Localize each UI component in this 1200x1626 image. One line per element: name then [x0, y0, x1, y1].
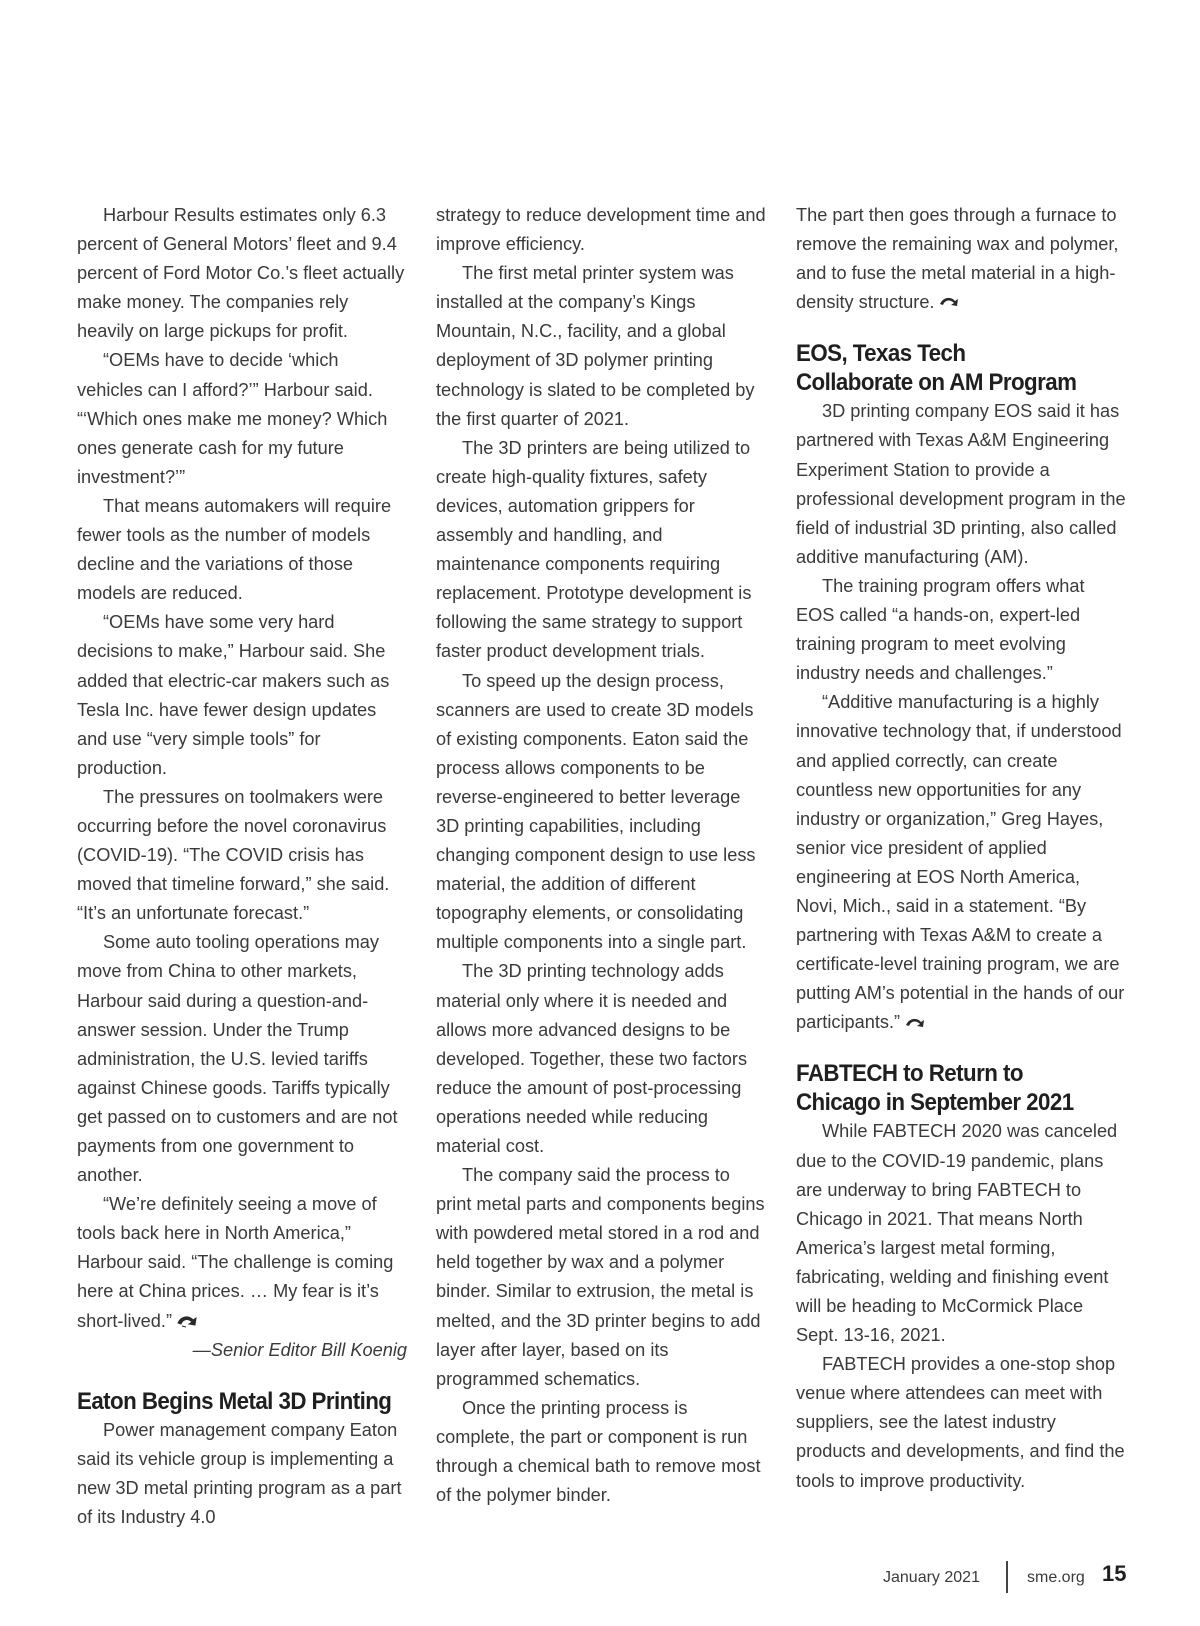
fabtech-headline-line1: FABTECH to Return to: [796, 1060, 1023, 1088]
page-footer: [0, 1557, 1200, 1597]
fabtech-headline: [796, 1059, 1103, 1117]
fabtech-headline-line2: Chicago in September 2021: [796, 1089, 1074, 1117]
eaton-continuation: strategy to reduce development time and improve efficiency.: [436, 205, 766, 255]
article1-paragraph: That means automakers will require fewer tools as the number of models decline and the variations of those models are reduced.: [77, 495, 392, 604]
article1-last-text: “We’re definitely seeing a move of tools back here in North America,” Harbour said. “The challenge is coming here at China prices. … My fear is it’s short-lived.”: [77, 1194, 394, 1331]
eaton-paragraph: The first metal printer system was installed at the company’s Kings Mountain, N.C., facility, and a global deployment of 3D polymer printing technology is slated to be completed by the first quarter of 2021.: [436, 263, 755, 429]
eos-headline-line1: EOS, Texas Tech: [796, 340, 966, 368]
article1-paragraph: Some auto tooling operations may move from China to other markets, Harbour said during a question-and-answer session. Under the Trump administration, the U.S. levied tariffs against Chinese goods. Tariffs typically get passed on to customers and are not payments from one government to another.: [77, 932, 398, 1186]
column-2: [436, 201, 766, 1510]
eos-paragraph: 3D printing company EOS said it has partnered with Texas A&M Engineering Experiment Station to provide a professional development program in the field of industrial 3D printing, also called additive manufacturing (AM).: [796, 401, 1126, 567]
spacer: [796, 1037, 1126, 1059]
eaton-paragraph: The 3D printing technology adds material only where it is needed and allows more advanced designs to be developed. Together, these two factors reduce the amount of post-processing operations needed while reducing material cost.: [436, 961, 748, 1156]
eaton-paragraph: The company said the process to print metal parts and components begins with powdered metal stored in a rod and held together by wax and a polymer binder. Similar to extrusion, the metal is melted, and the 3D printer begins to add layer after layer, based on its programmed schematics.: [436, 1165, 765, 1389]
fabtech-paragraph: While FABTECH 2020 was canceled due to the COVID-19 pandemic, plans are underway to bring FABTECH to Chicago in 2021. That means North America’s largest metal forming, fabricating, welding and finishing event will be heading to McCormick Place Sept. 13-16, 2021.: [796, 1121, 1118, 1346]
article1-paragraph: “OEMs have to decide ‘which vehicles can I afford?’” Harbour said. “‘Which ones make me money? Which ones generate cash for my future investment?’”: [77, 350, 388, 487]
end-of-article-icon: [938, 296, 960, 310]
eaton-final-paragraph: [796, 201, 1126, 317]
spacer: [77, 1365, 407, 1387]
byline: —Senior Editor Bill Koenig: [192, 1339, 407, 1360]
end-of-article-icon: [904, 1017, 926, 1031]
page-number: 15: [1102, 1561, 1127, 1586]
column-3: [796, 201, 1126, 1496]
column-1: [77, 201, 407, 1532]
eos-paragraph: The training program offers what EOS called “a hands-on, expert-led training program to meet evolving industry needs and challenges.”: [796, 575, 1085, 684]
eaton-final-text: The part then goes through a furnace to remove the remaining wax and polymer, and to fuse the metal material in a high-density structure.: [796, 205, 1119, 313]
eos-last-paragraph: [796, 688, 1126, 1037]
eaton-paragraph: Power management company Eaton said its vehicle group is implementing a new 3D metal printing program as a part of its Industry 4.0: [77, 1419, 402, 1528]
spacer: [796, 317, 1126, 339]
eaton-headline: Eaton Begins Metal 3D Printing: [77, 1387, 392, 1415]
eos-last-text: “Additive manufacturing is a highly innovative technology that, if understood and applied correctly, can create countless new opportunities for any industry or organization,” Greg Hayes, senior vice president of applied engineering at EOS North America, Novi, Mich., said in a statement. “By partnering with Texas A&M to create a certificate-level training program, we are putting AM’s potential in the hands of our participants.”: [796, 692, 1125, 1033]
end-of-article-icon: [176, 1315, 198, 1329]
article1-paragraph: Harbour Results estimates only 6.3 percent of General Motors’ fleet and 9.4 percent of Ford Motor Co.’s fleet actually make money. The companies rely heavily on large pickups for profit.: [77, 205, 405, 342]
issue-date: January 2021: [883, 1569, 980, 1586]
eaton-paragraph: To speed up the design process, scanners are used to create 3D models of existing components. Eaton said the process allows components to be reverse-engineered to better leverage 3D printing capabilities, including changing component design to use less material, the addition of different topography elements, or consolidating multiple components into a single part.: [436, 670, 756, 953]
fabtech-paragraph: FABTECH provides a one-stop shop venue where attendees can meet with suppliers, see the latest industry products and developments, and find the tools to improve productivity.: [796, 1354, 1125, 1491]
article1-paragraph: The pressures on toolmakers were occurring before the novel coronavirus (COVID-19). “The COVID crisis has moved that timeline forward,” she said. “It’s an unfortunate forecast.”: [77, 786, 390, 924]
footer-divider: [1006, 1561, 1008, 1593]
eos-headline: [796, 339, 1103, 397]
eaton-paragraph: Once the printing process is complete, the part or component is run through a chemical bath to remove most of the polymer binder.: [436, 1397, 761, 1506]
eos-headline-line2: Collaborate on AM Program: [796, 369, 1077, 397]
article1-paragraph: “OEMs have some very hard decisions to make,” Harbour said. She added that electric-car makers such as Tesla Inc. have fewer design updates and use “very simple tools” for production.: [77, 612, 390, 778]
article1-last-paragraph: [77, 1190, 407, 1335]
eaton-paragraph: The 3D printers are being utilized to create high-quality fixtures, safety devices, automation grippers for assembly and handling, and maintenance components requiring replacement. Prototype development is following the same strategy to support faster product development trials.: [436, 437, 752, 662]
site-link[interactable]: sme.org: [1027, 1569, 1085, 1586]
